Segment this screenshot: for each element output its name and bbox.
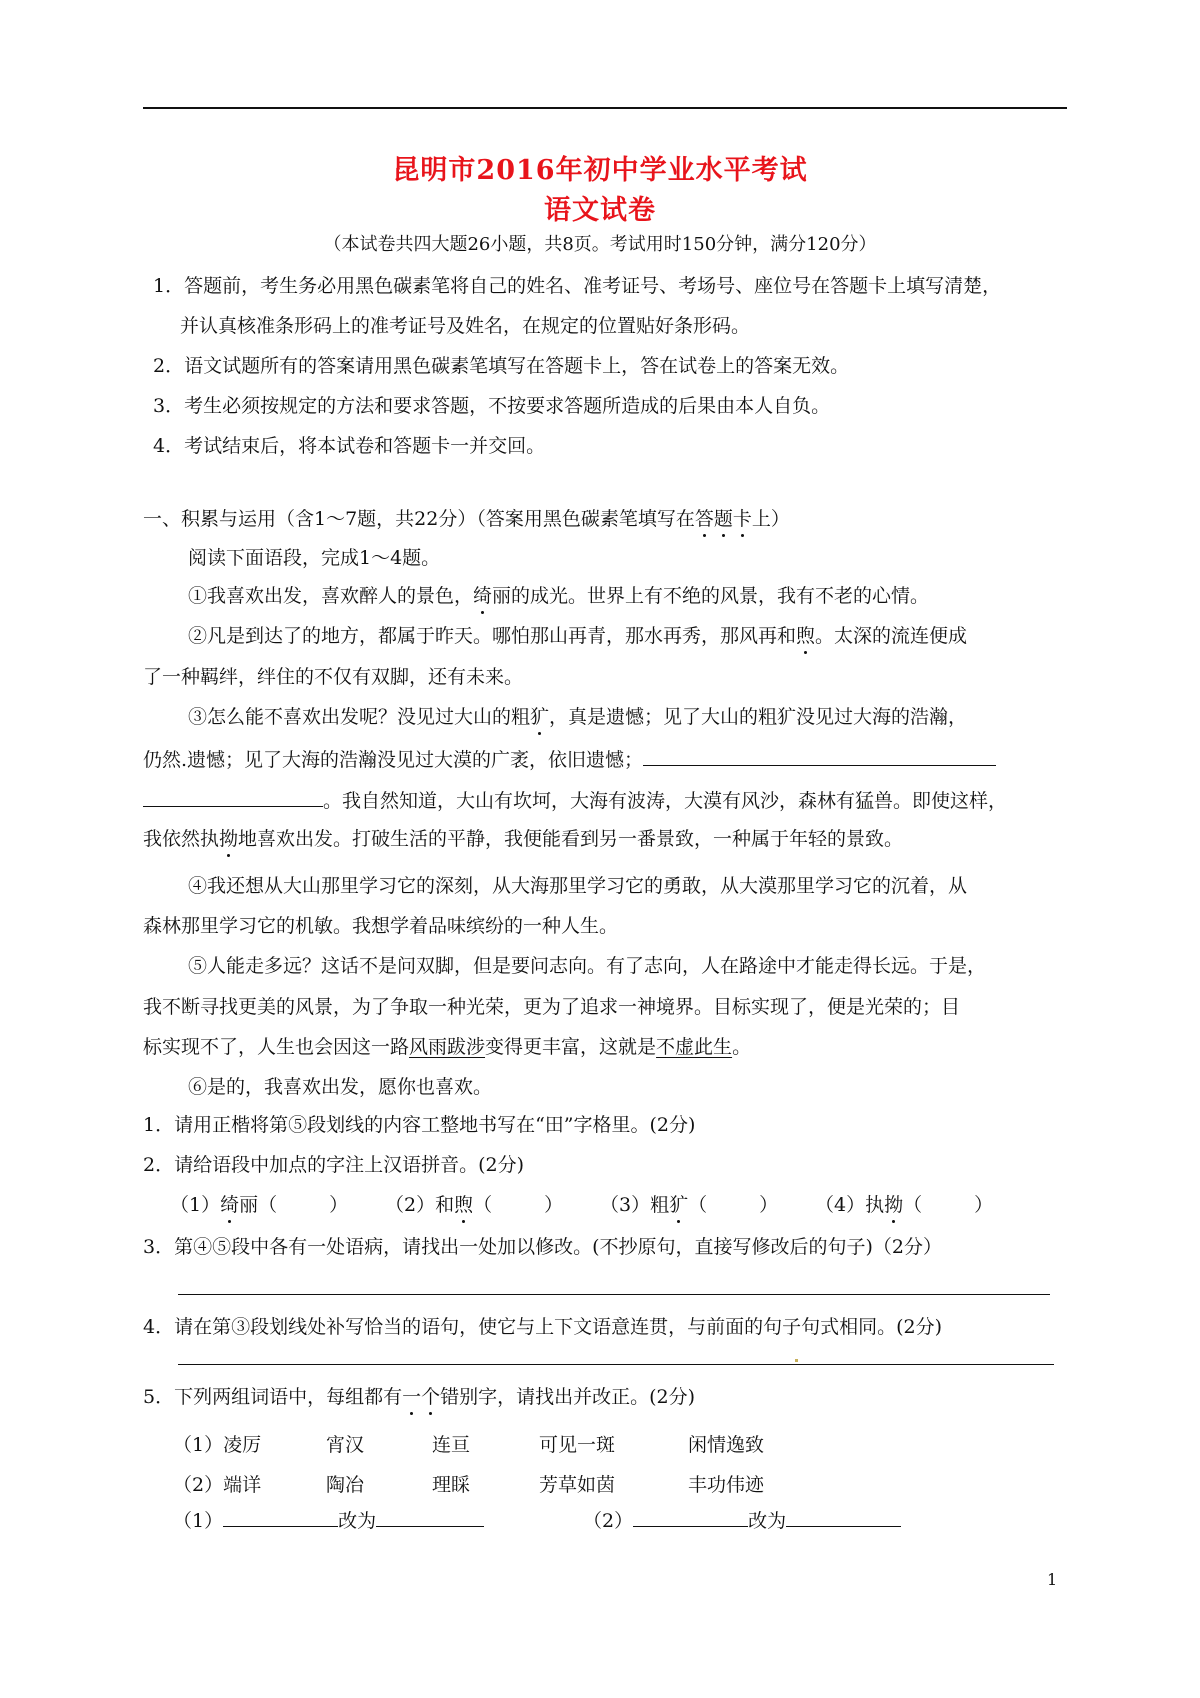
paragraph-text: 。我自然知道，大山有坎坷，大海有波涛，大漠有风沙，森林有猛兽。即使这样， <box>323 790 1008 812</box>
item-text: （3）粗 <box>600 1194 670 1216</box>
paragraph-5: ⑤人能走多远？这话不是问双脚，但是要问志向。有了志向，人在路途中才能走得长远。于是， <box>188 955 987 977</box>
paragraph-3-cont-3 <box>143 830 903 849</box>
answer-line-q3[interactable] <box>178 1294 1050 1295</box>
paragraph-text: 。 <box>732 1036 752 1058</box>
paragraph-text: 变得更丰富，这就是 <box>485 1036 657 1058</box>
item-text: （2）和 <box>385 1194 455 1216</box>
paragraph-text: ，真是遗憾；见了大山的粗犷没见过大海的浩瀚， <box>549 706 968 728</box>
paragraph-text: 。太深的流连便成 <box>815 625 968 647</box>
item-text: （ <box>688 1194 708 1216</box>
dotted-char: 一 <box>402 1386 422 1408</box>
word-item: （2）端详 <box>173 1474 262 1496</box>
question-4: 4．请在第③段划线处补写恰当的语句，使它与上下文语意连贯，与前面的句子句式相同。(2分) <box>143 1316 943 1338</box>
paragraph-text: ②凡是到达了的地方，都属于昨天。哪怕那山再青，那水再秀，那风再和 <box>188 625 797 647</box>
paragraph-text: 地喜欢出发。打破生活的平静，我便能看到另一番景致，一种属于年轻的景致。 <box>238 828 904 850</box>
wrong-char-blank[interactable] <box>633 1510 748 1527</box>
word-item: 连亘 <box>432 1434 471 1456</box>
dotted-char: 煦 <box>454 1194 474 1216</box>
instruction-1-cont: 并认真核准条形码上的准考证号及姓名，在规定的位置贴好条形码。 <box>180 315 751 337</box>
correct-char-blank[interactable] <box>376 1510 484 1527</box>
exam-title: 昆明市2016年初中学业水平考试 <box>392 155 808 186</box>
paragraph-3 <box>188 708 967 727</box>
instruction-3: 3．考生必须按规定的方法和要求答题，不按要求答题所造成的后果由本人自负。 <box>153 395 831 417</box>
item-text: （ <box>903 1194 923 1216</box>
paragraph-3-cont-2 <box>143 790 1007 811</box>
instruction-2: 2．语文试题所有的答案请用黑色碳素笔填写在答题卡上，答在试卷上的答案无效。 <box>153 355 850 377</box>
underlined-phrase: 不虚此生 <box>656 1036 733 1058</box>
paragraph-text: ③怎么能不喜欢出发呢？没见过大山的粗 <box>188 706 531 728</box>
underlined-phrase: 风雨跋涉 <box>409 1036 486 1058</box>
question-3: 3．第④⑤段中各有一处语病，请找出一处加以修改。(不抄原句，直接写修改后的句子)（2分） <box>143 1236 943 1258</box>
pinyin-item-3 <box>600 1196 778 1215</box>
paragraph-5-cont: 我不断寻找更美的风景，为了争取一种光荣，更为了追求一神境界。目标实现了，便是光荣的；目 <box>143 996 961 1018</box>
dotted-char: 答 <box>694 508 714 530</box>
pinyin-item-4 <box>815 1196 993 1215</box>
word-item: 宵汉 <box>326 1434 365 1456</box>
word-item: 芳草如茵 <box>539 1474 616 1496</box>
instruction-1: 1．答题前，考生务必用黑色碳素笔将自己的姓名、准考证号、考场号、座位号在答题卡上填写清楚， <box>153 275 1002 297</box>
dotted-char: 煦 <box>796 625 816 647</box>
correction-answer-1 <box>173 1510 484 1531</box>
dotted-char: 绮 <box>473 585 493 607</box>
paragraph-text: 丽的成光。世界上有不绝的风景，我有不老的心情。 <box>492 585 930 607</box>
question-text: 错别字，请找出并改正。(2分) <box>440 1386 696 1408</box>
reading-intro: 阅读下面语段，完成1～4题。 <box>188 547 441 569</box>
dotted-char: 题 <box>713 508 733 530</box>
change-label: 改为 <box>338 1510 377 1532</box>
section-heading-text: 一、积累与运用（含1～7题，共22分）（答案用黑色碳素笔填写在 <box>143 508 695 530</box>
item-text: 丽（ <box>239 1194 278 1216</box>
paragraph-text: ①我喜欢出发，喜欢醉人的景色， <box>188 585 474 607</box>
question-5 <box>143 1388 695 1407</box>
word-item: 闲情逸致 <box>688 1434 765 1456</box>
question-text: 5．下列两组词语中，每组都有 <box>143 1386 403 1408</box>
question-2: 2．请给语段中加点的字注上汉语拼音。(2分) <box>143 1154 525 1176</box>
dotted-char: 绮 <box>220 1194 240 1216</box>
paragraph-1 <box>188 587 929 606</box>
word-item: 理睬 <box>432 1474 471 1496</box>
dotted-char: 个 <box>421 1386 441 1408</box>
item-text: ） <box>544 1194 564 1216</box>
item-text: （ <box>473 1194 493 1216</box>
page-number: 1 <box>1047 1570 1058 1589</box>
word-item: 丰功伟迹 <box>688 1474 765 1496</box>
correction-answer-2 <box>583 1510 901 1531</box>
dotted-char: 拗 <box>884 1194 904 1216</box>
question-1: 1．请用正楷将第⑤段划线的内容工整地书写在“田”字格里。(2分) <box>143 1114 696 1136</box>
item-text: ） <box>974 1194 994 1216</box>
paragraph-6: ⑥是的，我喜欢出发，愿你也喜欢。 <box>188 1076 493 1098</box>
fill-blank[interactable] <box>143 790 323 807</box>
paragraph-4: ④我还想从大山那里学习它的深刻，从大海那里学习它的勇敢，从大漠那里学习它的沉着，从 <box>188 875 968 897</box>
change-label: 改为 <box>748 1510 787 1532</box>
paragraph-text: 仍然.遗憾；见了大海的浩瀚没见过大漠的广袤，依旧遗憾； <box>143 749 644 771</box>
instruction-4: 4．考试结束后，将本试卷和答题卡一并交回。 <box>153 435 546 457</box>
answer-label: （1） <box>173 1510 224 1532</box>
paragraph-2-cont: 了一种羁绊，绊住的不仅有双脚，还有未来。 <box>143 666 524 688</box>
paragraph-3-cont <box>143 749 996 770</box>
section-heading <box>143 510 790 529</box>
word-item: 陶冶 <box>326 1474 365 1496</box>
stray-mark <box>795 1359 798 1362</box>
dotted-char: 拗 <box>219 828 239 850</box>
paragraph-2 <box>188 627 967 646</box>
word-item: 可见一斑 <box>539 1434 616 1456</box>
item-text: ） <box>329 1194 349 1216</box>
dotted-char: 卡 <box>732 508 752 530</box>
paragraph-4-cont: 森林那里学习它的机敏。我想学着品味缤纷的一种人生。 <box>143 915 619 937</box>
item-text: （4）执 <box>815 1194 885 1216</box>
paragraph-text: 标实现不了，人生也会因这一路 <box>143 1036 410 1058</box>
paragraph-text: 我依然执 <box>143 828 220 850</box>
fill-blank[interactable] <box>643 749 996 766</box>
wrong-char-blank[interactable] <box>223 1510 338 1527</box>
correct-char-blank[interactable] <box>786 1510 901 1527</box>
exam-subject-title: 语文试卷 <box>544 195 656 226</box>
item-text: （1） <box>170 1194 221 1216</box>
answer-label: （2） <box>583 1510 634 1532</box>
exam-summary: （本试卷共四大题26小题，共8页。考试用时150分钟，满分120分） <box>323 234 877 255</box>
pinyin-item-1 <box>170 1196 348 1215</box>
pinyin-item-2 <box>385 1196 563 1215</box>
dotted-char: 犷 <box>669 1194 689 1216</box>
header-rule <box>143 107 1067 109</box>
word-item: （1）凌厉 <box>173 1434 262 1456</box>
paragraph-5-cont-2 <box>143 1038 751 1057</box>
item-text: ） <box>759 1194 779 1216</box>
section-heading-end: 上） <box>751 508 790 530</box>
dotted-char: 犷 <box>530 706 550 728</box>
answer-line-q4[interactable] <box>178 1364 1054 1365</box>
